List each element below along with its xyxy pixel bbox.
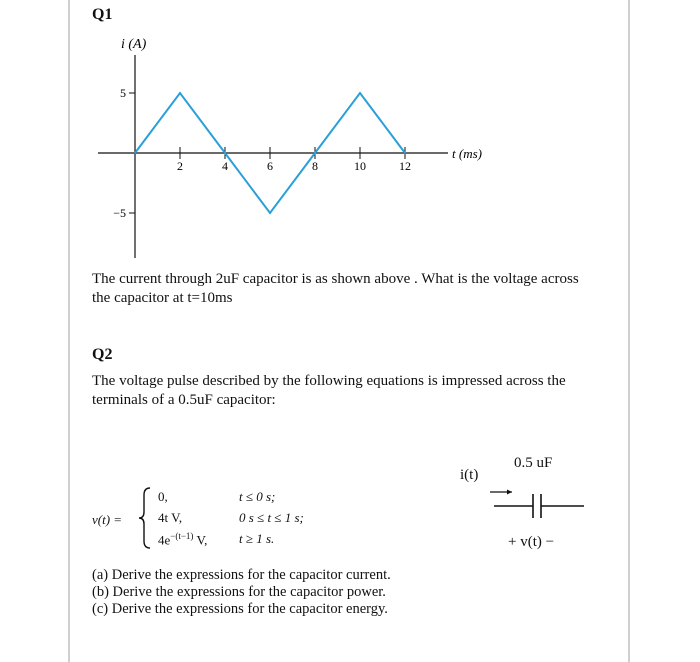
case-value: 4t V, xyxy=(158,510,183,525)
waveform-vertex xyxy=(269,212,271,214)
case-value-unit: V, xyxy=(193,532,208,548)
case-condition: 0 s ≤ t ≤ 1 s; xyxy=(239,510,304,525)
case-condition: t ≤ 0 s; xyxy=(239,489,276,504)
voltage-label: + v(t) − xyxy=(508,534,555,550)
x-tick-label: 2 xyxy=(177,159,183,173)
x-tick-label: 10 xyxy=(354,159,366,173)
waveform-vertex xyxy=(224,152,226,154)
x-tick-label: 8 xyxy=(312,159,318,173)
waveform-vertex xyxy=(359,92,361,94)
q2-heading: Q2 xyxy=(92,346,113,363)
capacitance-label: 0.5 uF xyxy=(514,455,553,471)
q1-heading: Q1 xyxy=(92,6,113,23)
case-condition: t ≥ 1 s. xyxy=(239,531,275,546)
part-a: (a) Derive the expressions for the capacitor current. xyxy=(92,567,391,583)
current-arrow-head xyxy=(507,490,512,495)
x-tick-label: 4 xyxy=(222,159,228,173)
q2-question xyxy=(92,372,612,410)
current-waveform-chart xyxy=(0,0,700,262)
left-brace xyxy=(136,486,154,550)
q2-line: terminals of a 0.5uF capacitor: xyxy=(92,392,276,408)
equation-lhs: v(t) = xyxy=(92,512,123,527)
x-tick-label: 6 xyxy=(267,159,273,173)
capacitor-symbol xyxy=(480,482,590,528)
q1-question xyxy=(92,270,612,308)
x-tick-label: 12 xyxy=(399,159,411,173)
x-axis-label: t (ms) xyxy=(452,146,482,161)
piecewise-equation xyxy=(92,486,372,556)
y-tick-label: −5 xyxy=(113,206,126,220)
q2-line: The voltage pulse described by the following equations is impressed across the xyxy=(92,373,566,389)
case-value: 0, xyxy=(158,489,168,504)
case-value-exponent: −(t−1) xyxy=(170,531,194,541)
part-c: (c) Derive the expressions for the capacitor energy. xyxy=(92,601,388,617)
q1-line: The current through 2uF capacitor is as shown above . What is the voltage across xyxy=(92,271,579,287)
current-label: i(t) xyxy=(460,467,479,483)
y-axis-label: i (A) xyxy=(121,37,147,52)
case-value-base: 4e xyxy=(158,532,171,548)
waveform-vertex xyxy=(314,152,316,154)
waveform-vertex xyxy=(404,152,406,154)
q1-line: the capacitor at t=10ms xyxy=(92,290,233,306)
y-tick-label: 5 xyxy=(120,86,126,100)
case-value xyxy=(158,531,207,548)
parts-list xyxy=(92,567,512,618)
waveform-vertex xyxy=(134,152,136,154)
waveform-vertex xyxy=(179,92,181,94)
part-b: (b) Derive the expressions for the capacitor power. xyxy=(92,584,386,600)
